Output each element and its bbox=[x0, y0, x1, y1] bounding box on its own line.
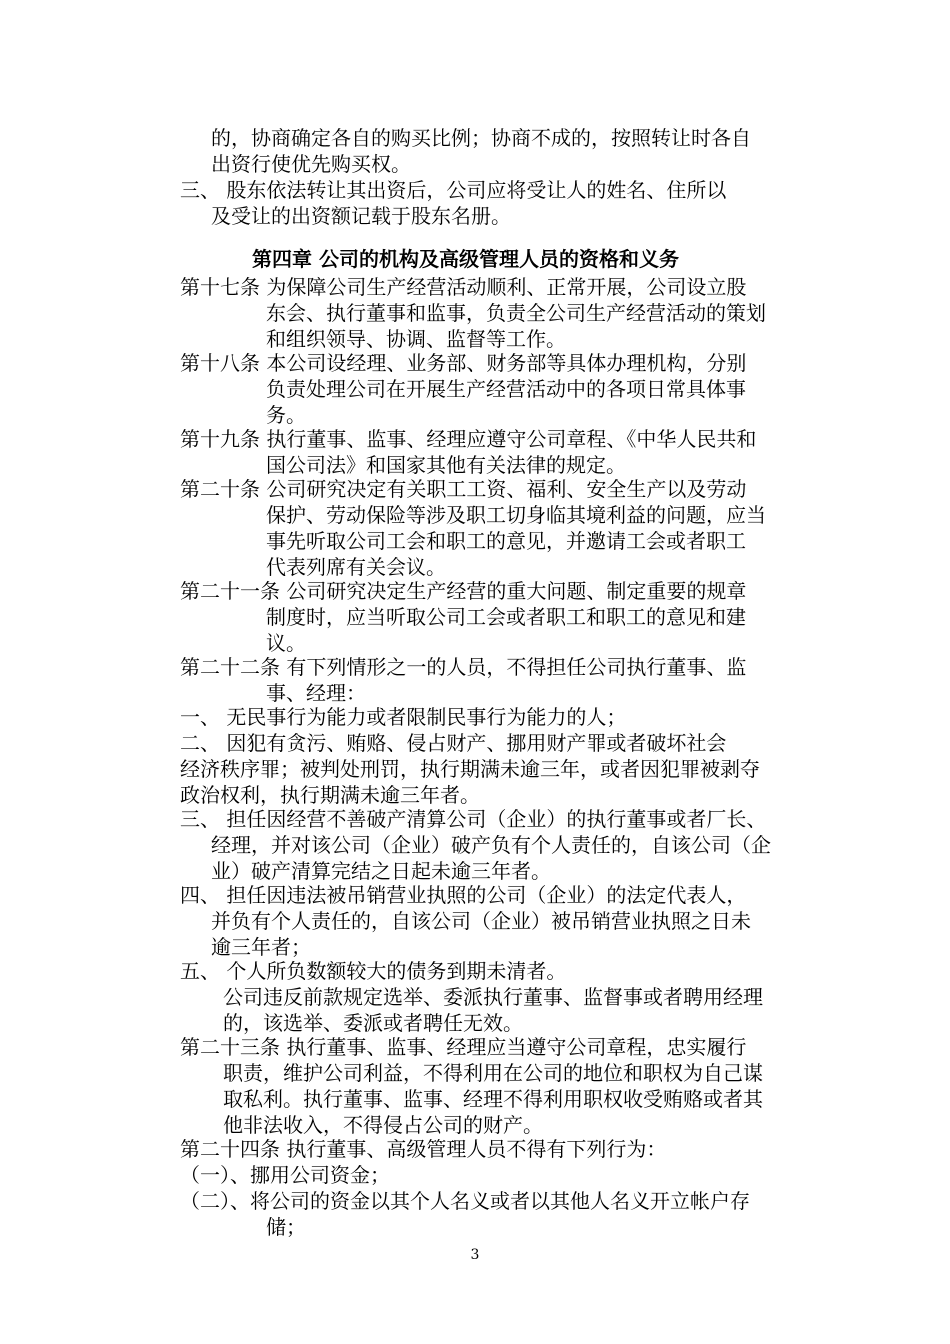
body-line: 取私利。执行董事、监事、经理不得利用职权收受贿赂或者其 bbox=[223, 1087, 763, 1111]
article-line: 第十七条 为保障公司生产经营活动顺利、正常开展，公司设立股 bbox=[180, 275, 747, 299]
body-line: 及受让的出资额记载于股东名册。 bbox=[211, 204, 511, 228]
list-item: （二）、将公司的资金以其个人名义或者以其他人名义开立帐户存 bbox=[180, 1189, 750, 1213]
article-line: 第二十条 公司研究决定有关职工工资、福利、安全生产以及劳动 bbox=[180, 477, 747, 501]
body-line: 经济秩序罪；被判处刑罚，执行期满未逾三年，或者因犯罪被剥夺 bbox=[180, 757, 760, 781]
body-line: 保护、劳动保险等涉及职工切身临其境利益的问题，应当 bbox=[266, 503, 766, 527]
body-line: 制度时，应当听取公司工会或者职工和职工的意见和建 bbox=[266, 605, 746, 629]
list-item: 四、 担任因违法被吊销营业执照的公司（企业）的法定代表人， bbox=[180, 883, 747, 907]
body-line: 逾三年者； bbox=[211, 935, 311, 959]
body-line: 职责，维护公司利益，不得利用在公司的地位和职权为自己谋 bbox=[223, 1061, 763, 1085]
body-line: 业）破产清算完结之日起未逾三年者。 bbox=[211, 859, 551, 883]
article-line: 第二十一条 公司研究决定生产经营的重大问题、制定重要的规章 bbox=[180, 579, 747, 603]
list-item: 一、 无民事行为能力或者限制民事行为能力的人； bbox=[180, 705, 627, 729]
article-line: 第十八条 本公司设经理、业务部、财务部等具体办理机构，分别 bbox=[180, 351, 747, 375]
body-line: 的，该选举、委派或者聘任无效。 bbox=[223, 1011, 523, 1035]
page-number: 3 bbox=[470, 1247, 480, 1263]
body-line: 代表列席有关会议。 bbox=[266, 555, 446, 579]
article-line: 第二十二条 有下列情形之一的人员，不得担任公司执行董事、监 bbox=[180, 655, 747, 679]
body-line: 经理，并对该公司（企业）破产负有个人责任的，自该公司（企 bbox=[211, 833, 771, 857]
list-item: 三、 股东依法转让其出资后，公司应将受让人的姓名、住所以 bbox=[180, 178, 727, 202]
chapter-heading: 第四章 公司的机构及高级管理人员的资格和义务 bbox=[252, 247, 679, 271]
article-line: 第二十四条 执行董事、高级管理人员不得有下列行为： bbox=[180, 1137, 667, 1161]
body-line: 务。 bbox=[266, 403, 306, 427]
body-line: 议。 bbox=[266, 631, 306, 655]
list-item: 三、 担任因经营不善破产清算公司（企业）的执行董事或者厂长、 bbox=[180, 807, 767, 831]
body-line: 事、经理： bbox=[266, 681, 366, 705]
article-line: 第十九条 执行董事、监事、经理应遵守公司章程、《中华人民共和 bbox=[180, 427, 757, 451]
body-line: 负责处理公司在开展生产经营活动中的各项日常具体事 bbox=[266, 377, 746, 401]
list-item: 五、 个人所负数额较大的债务到期未清者。 bbox=[180, 959, 567, 983]
body-line: 出资行使优先购买权。 bbox=[211, 152, 411, 176]
body-line: 和组织领导、协调、监督等工作。 bbox=[266, 327, 566, 351]
body-line: 的，协商确定各自的购买比例；协商不成的，按照转让时各自 bbox=[211, 126, 751, 150]
body-line: 东会、执行董事和监事，负责全公司生产经营活动的策划 bbox=[266, 301, 766, 325]
body-line: 事先听取公司工会和职工的意见，并邀请工会或者职工 bbox=[266, 529, 746, 553]
body-line: 国公司法》和国家其他有关法律的规定。 bbox=[266, 453, 626, 477]
list-item: 二、 因犯有贪污、贿赂、侵占财产、挪用财产罪或者破坏社会 bbox=[180, 731, 727, 755]
list-item: （一）、挪用公司资金； bbox=[180, 1163, 390, 1187]
body-line: 公司违反前款规定选举、委派执行董事、监督事或者聘用经理 bbox=[223, 985, 763, 1009]
body-line: 并负有个人责任的，自该公司（企业）被吊销营业执照之日未 bbox=[211, 909, 751, 933]
body-line: 储； bbox=[266, 1215, 306, 1239]
body-line: 政治权利，执行期满未逾三年者。 bbox=[180, 783, 480, 807]
body-line: 他非法收入，不得侵占公司的财产。 bbox=[223, 1113, 543, 1137]
article-line: 第二十三条 执行董事、监事、经理应当遵守公司章程，忠实履行 bbox=[180, 1035, 747, 1059]
